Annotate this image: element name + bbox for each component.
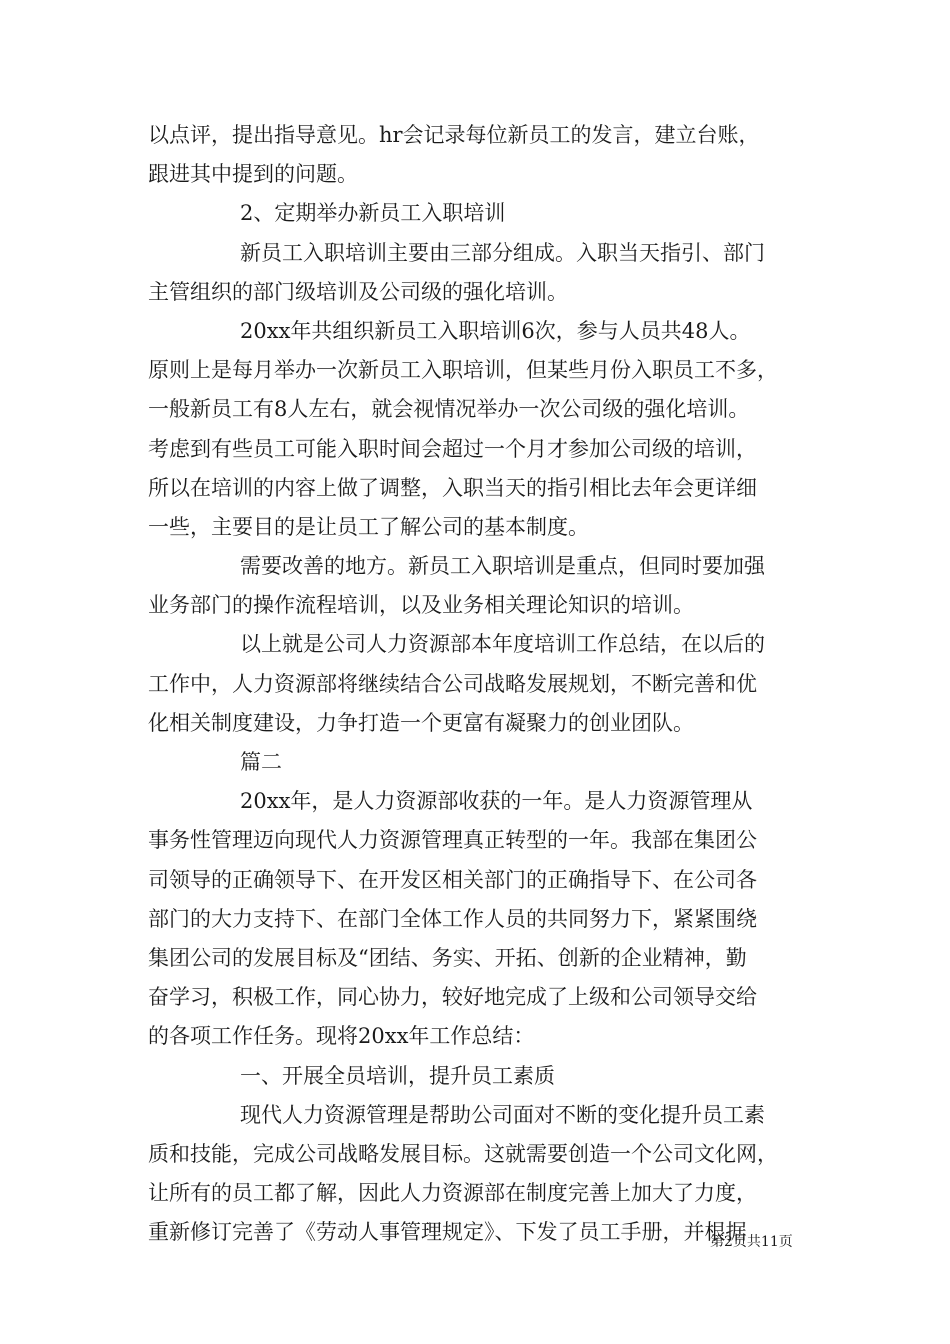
text-line: 一些，主要目的是让员工了解公司的基本制度。 [148, 514, 589, 539]
section-heading-part-two [148, 743, 808, 782]
text-line: 业务部门的操作流程培训，以及业务相关理论知识的培训。 [148, 593, 694, 618]
paragraph-comment-followup [148, 116, 808, 194]
text-line: 部门的大力支持下、在部门全体工作人员的共同努力下，紧紧围绕 [148, 906, 757, 931]
heading-line: 篇二 [240, 750, 282, 774]
text-line: 考虑到有些员工可能入职时间会超过一个月才参加公司级的培训， [148, 436, 757, 461]
text-line: 一般新员工有8人左右，就会视情况举办一次公司级的强化培训。 [148, 397, 750, 422]
text-line: 奋学习，积极工作，同心协力，较好地完成了上级和公司领导交给 [148, 985, 757, 1010]
paragraph-training-components [148, 234, 808, 312]
page-number-footer: 第2页共11页 [710, 1234, 793, 1250]
text-line: 主管组织的部门级培训及公司级的强化培训。 [148, 279, 568, 304]
text-line: 原则上是每月举办一次新员工入职培训，但某些月份入职员工不多， [148, 358, 778, 383]
text-line: 20xx年，是人力资源部收获的一年。是人力资源管理从 [240, 789, 753, 814]
text-line: 让所有的员工都了解，因此人力资源部在制度完善上加大了力度， [148, 1181, 757, 1206]
text-line: 现代人力资源管理是帮助公司面对不断的变化提升员工素 [240, 1102, 765, 1127]
text-line: 重新修订完善了《劳动人事管理规定》、下发了员工手册，并根据 [148, 1220, 747, 1245]
text-line: 以上就是公司人力资源部本年度培训工作总结，在以后的 [240, 632, 765, 657]
heading-line: 一、开展全员培训，提升员工素质 [240, 1063, 555, 1088]
text-line: 新员工入职培训主要由三部分组成。入职当天指引、部门 [240, 240, 765, 265]
text-line: 需要改善的地方。新员工入职培训是重点，但同时要加强 [240, 554, 765, 579]
text-line: 所以在培训的内容上做了调整，入职当天的指引相比去年会更详细 [148, 475, 757, 500]
text-line: 工作中，人力资源部将继续结合公司战略发展规划，不断完善和优 [148, 671, 757, 696]
text-line: 集团公司的发展目标及“团结、务实、开拓、创新的企业精神，勤 [148, 945, 747, 970]
text-line: 的各项工作任务。现将20xx年工作总结： [148, 1024, 535, 1049]
section-heading-staff-training [148, 1057, 808, 1096]
text-line: 以点评，提出指导意见。hr会记录每位新员工的发言，建立台账， [148, 123, 760, 147]
text-line: 司领导的正确领导下、在开发区相关部门的正确指导下、在公司各 [148, 867, 757, 892]
text-line: 20xx年共组织新员工入职培训6次，参与人员共48人。 [240, 318, 751, 343]
paragraph-year-overview [148, 782, 808, 1056]
text-line: 跟进其中提到的问题。 [148, 162, 358, 187]
paragraph-improvements [148, 547, 808, 625]
text-line: 化相关制度建设，力争打造一个更富有凝聚力的创业团队。 [148, 710, 694, 735]
text-line: 事务性管理迈向现代人力资源管理真正转型的一年。我部在集团公 [148, 828, 757, 853]
paragraph-summary-conclusion [148, 625, 808, 743]
paragraph-training-stats [148, 312, 808, 547]
section-heading-onboarding-training [148, 194, 808, 233]
paragraph-modern-hr [148, 1096, 808, 1253]
document-body [148, 116, 808, 1252]
heading-line: 2、定期举办新员工入职培训 [240, 201, 506, 226]
text-line: 质和技能，完成公司战略发展目标。这就需要创造一个公司文化网， [148, 1141, 778, 1166]
